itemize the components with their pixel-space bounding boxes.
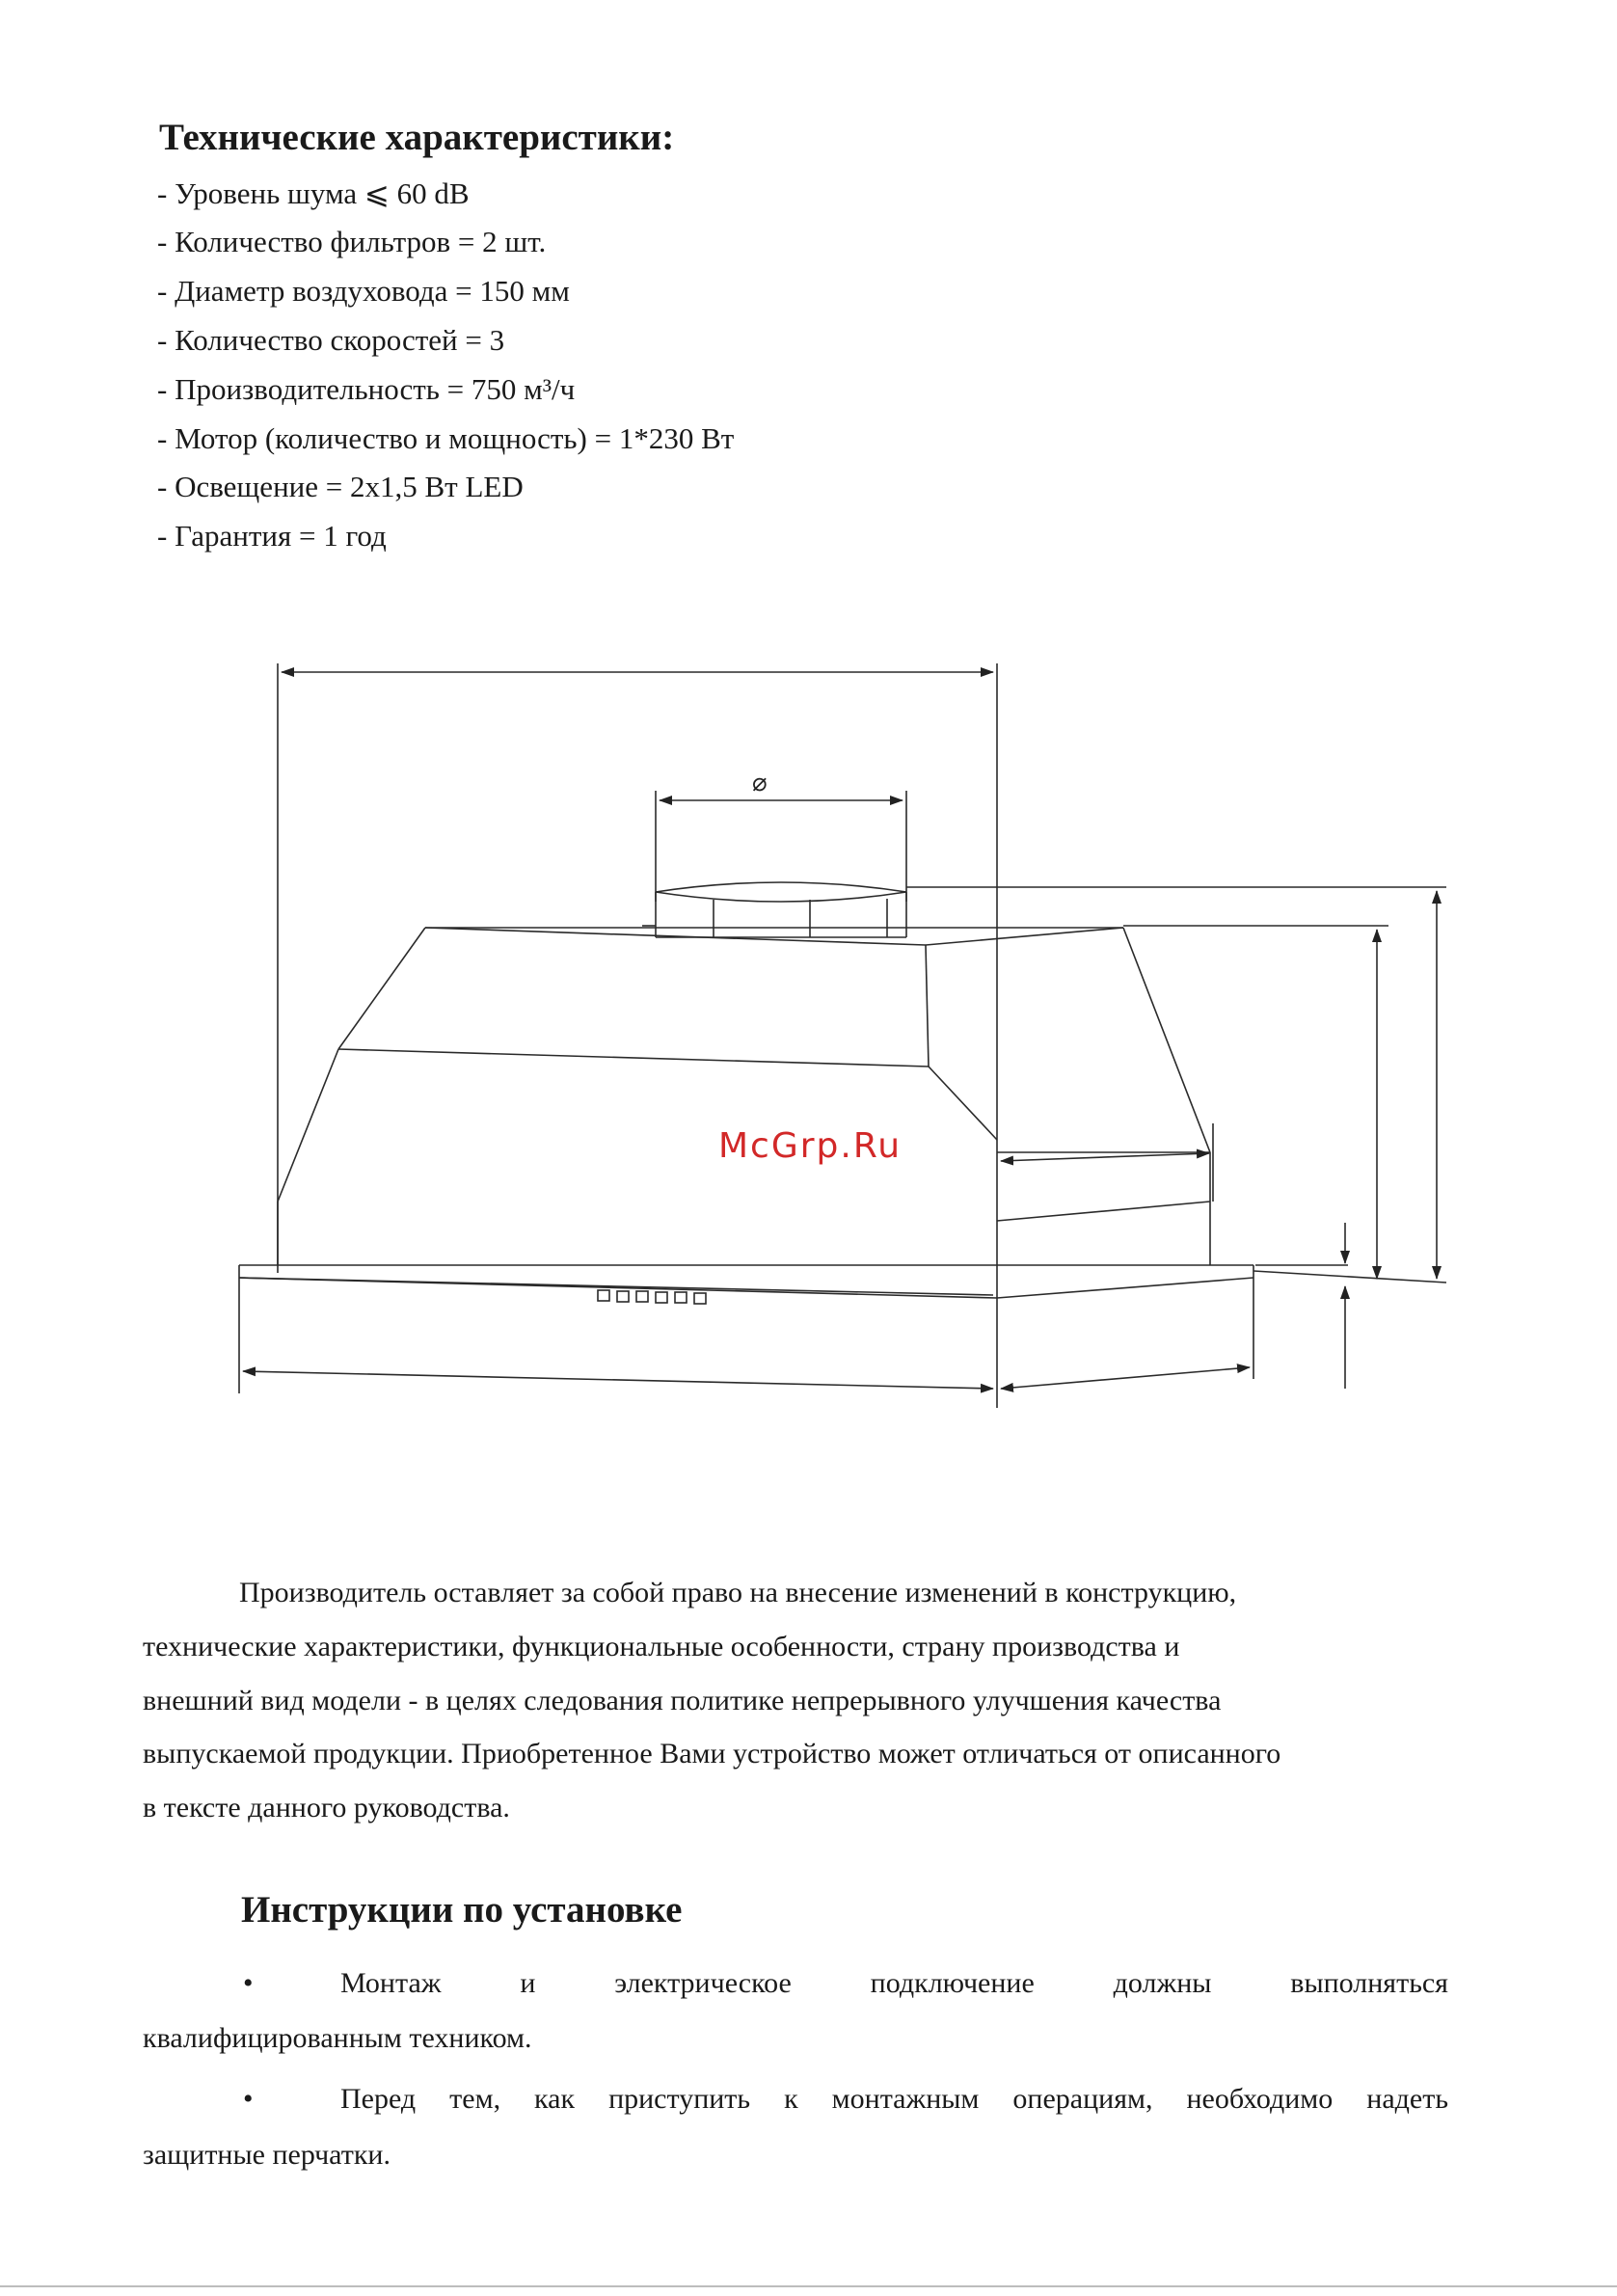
installation-title: Инструкции по установке xyxy=(241,1889,683,1931)
installation-item-1-continuation: квалифицированным техником. xyxy=(143,2022,532,2054)
spec-motor: - Мотор (количество и мощность) = 1*230 Вт xyxy=(157,421,735,455)
disclaimer-line-2: технические характеристики, функциональные особенности, страну производства и xyxy=(143,1631,1180,1662)
spec-capacity: - Производительность = 750 м³/ч xyxy=(157,372,576,406)
installation-item-2-text: Перед тем, как приступить к монтажным операциям, необходимо надеть xyxy=(340,2083,1448,2115)
disclaimer-line-3: внешний вид модели - в целях следования политике непрерывного улучшения качества xyxy=(143,1685,1222,1716)
page-bottom-rule xyxy=(0,2285,1617,2287)
spec-noise-level: - Уровень шума ⩽ 60 dB xyxy=(157,176,470,210)
disclaimer-line-4: выпускаемой продукции. Приобретенное Вами устройство может отличаться от описанного xyxy=(143,1738,1281,1769)
spec-warranty: - Гарантия = 1 год xyxy=(157,519,387,553)
installation-item-1-text: Монтаж и электрическое подключение должны выполняться xyxy=(340,1967,1448,1999)
disclaimer-line-5: в тексте данного руководства. xyxy=(143,1792,510,1823)
spec-duct-diameter: - Диаметр воздуховода = 150 мм xyxy=(157,274,570,308)
specs-title: Технические характеристики: xyxy=(159,117,675,158)
spec-lighting: - Освещение = 2х1,5 Вт LED xyxy=(157,470,524,503)
disclaimer-line-1: Производитель оставляет за собой право на внесение изменений в конструкцию, xyxy=(239,1577,1237,1608)
spec-speed-count: - Количество скоростей = 3 xyxy=(157,323,505,357)
watermark: McGrp.Ru xyxy=(718,1126,903,1166)
installation-item-2-continuation: защитные перчатки. xyxy=(143,2139,391,2171)
bullet-icon: • xyxy=(243,1967,254,1999)
spec-filter-count: - Количество фильтров = 2 шт. xyxy=(157,225,547,258)
bullet-icon: • xyxy=(243,2083,254,2115)
diameter-symbol: ⌀ xyxy=(752,769,768,797)
